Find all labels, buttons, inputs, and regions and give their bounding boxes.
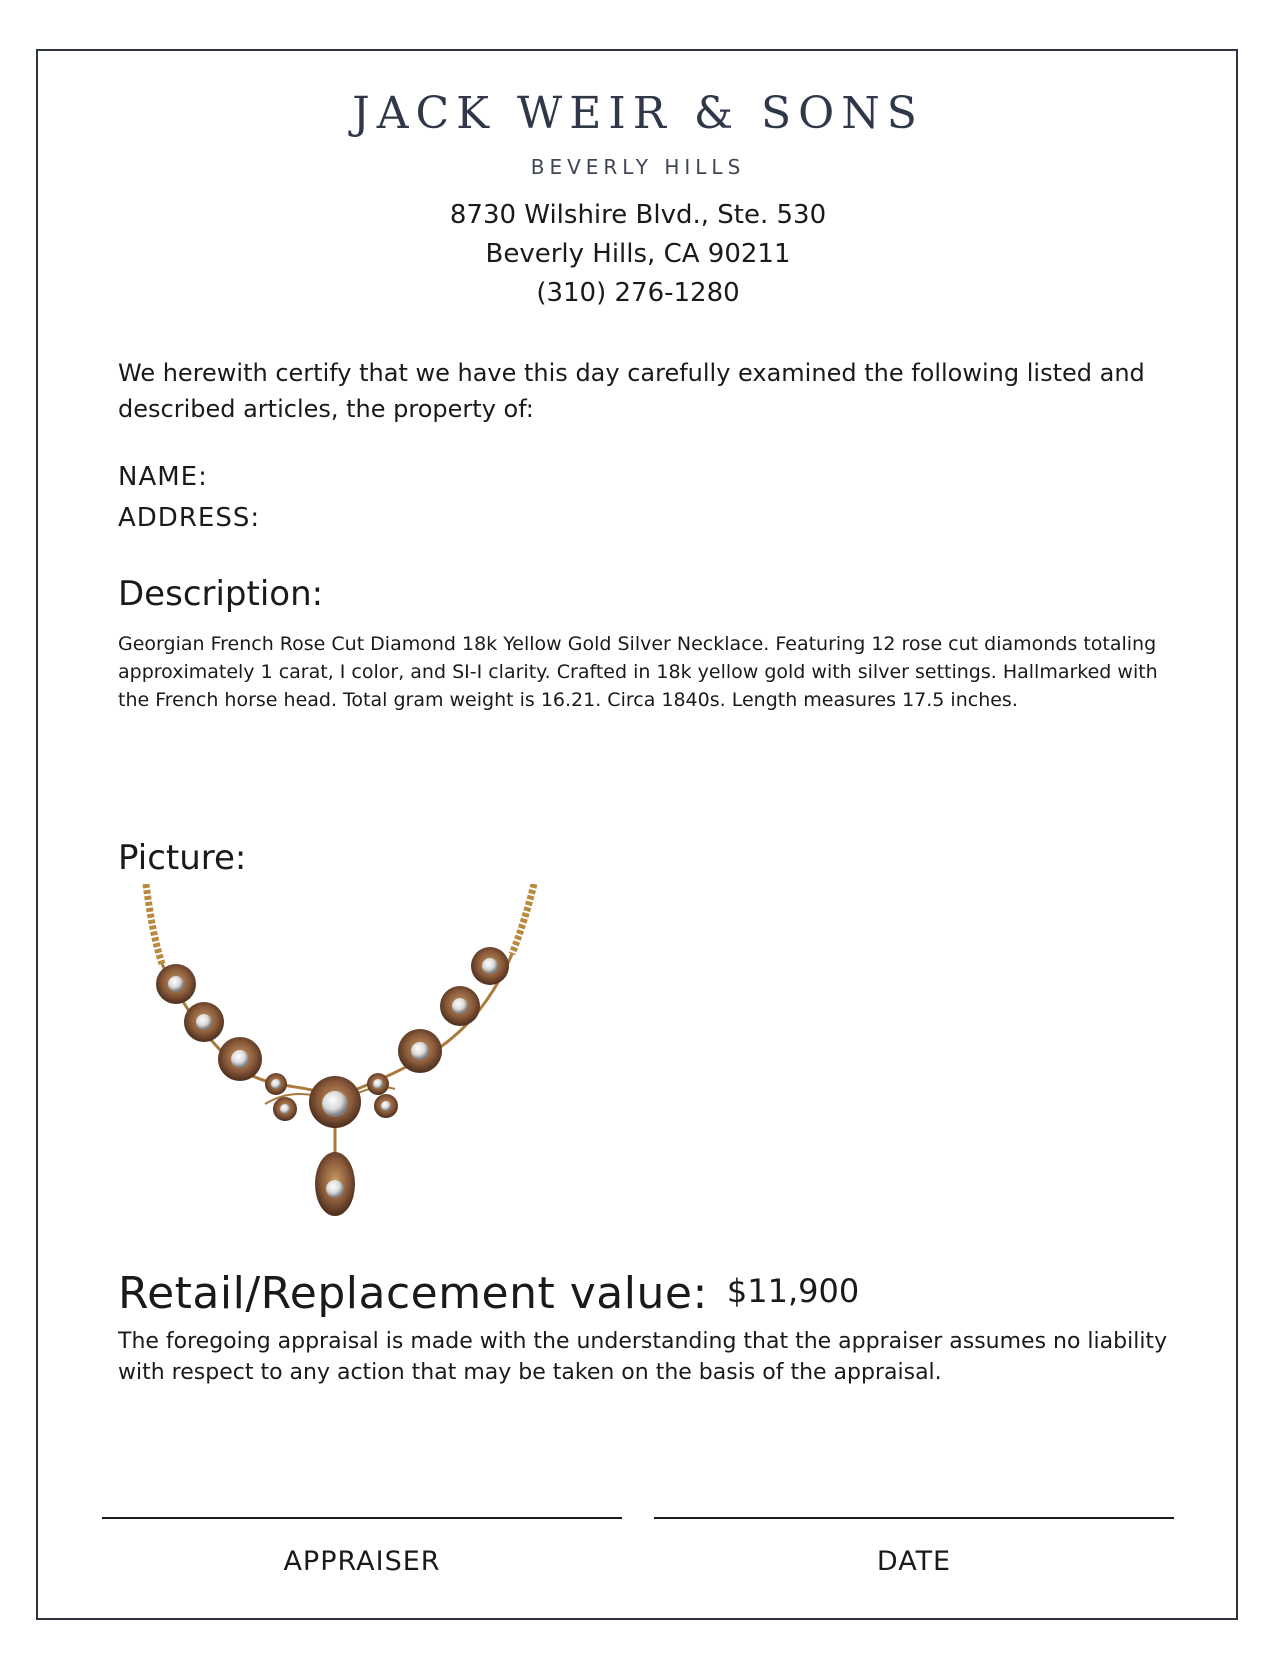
flower-setting-2 [184, 1002, 224, 1042]
brand-location: BEVERLY HILLS [530, 155, 746, 179]
chain-left [146, 884, 162, 964]
pendant-drop [315, 1152, 355, 1216]
appraisal-disclaimer: The foregoing appraisal is made with the understanding that the appraiser assumes no liability with respect to any action that may be taken on the basis of the appraisal. [118, 1329, 1168, 1385]
flower-setting-1 [156, 964, 196, 1004]
address-city: Beverly Hills, CA 90211 [485, 239, 791, 269]
appraiser-label: APPRAISER [283, 1546, 441, 1577]
necklace-photo [140, 884, 540, 1234]
necklace-illustration [140, 884, 540, 1234]
address-street: 8730 Wilshire Blvd., Ste. 530 [449, 200, 827, 230]
description-text: Georgian French Rose Cut Diamond 18k Yellow Gold Silver Necklace. Featuring 12 rose cut diamonds totaling approximately 1 carat, I color, and SI-I clarity. Crafted in 18k yellow gold with silver settings. Hallmarked with the French horse head. Total gram weight is 16.21. Circa 1840s. Length measures 17.5 inches. [118, 633, 1158, 711]
certification-statement: We herewith certify that we have this day carefully examined the following listed and described articles, the property of: [118, 359, 1145, 423]
flower-setting-7 [374, 1094, 398, 1118]
description-title: Description: [118, 574, 324, 614]
date-label: DATE [876, 1546, 952, 1577]
flower-setting-center [309, 1076, 361, 1128]
date-signature-line [654, 1517, 1174, 1519]
flower-setting-4 [265, 1073, 287, 1095]
valuation-amount: $11,900 [726, 1272, 860, 1310]
flower-setting-10 [471, 947, 509, 985]
address-label: ADDRESS: [118, 503, 261, 533]
brand-logo: JACK WEIR & SONS [352, 88, 924, 139]
flower-setting-9 [440, 986, 480, 1026]
appraiser-signature-line [102, 1517, 622, 1519]
flower-setting-3 [218, 1037, 262, 1081]
flower-setting-5 [273, 1097, 297, 1121]
flower-setting-8 [398, 1029, 442, 1073]
flower-setting-6 [367, 1073, 389, 1095]
valuation-label: Retail/Replacement value: [118, 1268, 708, 1319]
name-label: NAME: [118, 462, 208, 492]
picture-title: Picture: [118, 838, 247, 878]
address-phone: (310) 276-1280 [536, 278, 740, 308]
valuation-row [118, 1268, 859, 1319]
chain-right [512, 884, 534, 954]
business-address [0, 196, 1276, 313]
